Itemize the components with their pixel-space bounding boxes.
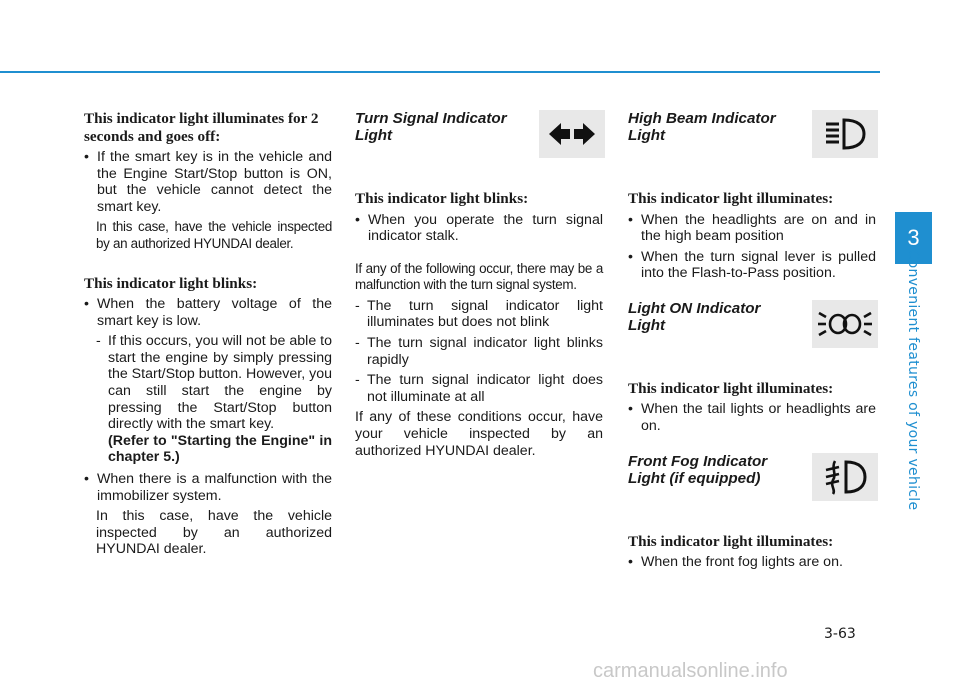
dash-item (355, 335, 603, 368)
paragraph: If any of these conditions occur, have your vehicle inspected by an authorized HYUNDAI dealer. (355, 409, 603, 459)
section-title: High Beam Indicator Light (628, 110, 776, 144)
chapter-label: Convenient features of your vehicle (905, 249, 921, 511)
section-title-row (355, 110, 603, 160)
section-title-row (628, 453, 876, 503)
section-heading: This indicator light illuminates for 2 seconds and goes off: (84, 110, 319, 145)
column-lights (628, 110, 876, 571)
bullet-item: • When the front fog lights are on. (628, 554, 876, 571)
dash-mark: - (355, 297, 360, 314)
section-title: Front Fog Indicator Light (if equipped) (628, 452, 768, 487)
dash-item (96, 333, 332, 466)
chapter-number: 3 (907, 225, 920, 250)
dash-mark: - (355, 335, 360, 352)
section-heading: This indicator light illuminates: (628, 379, 834, 397)
bullet-item: • If the smart key is in the vehicle and the Engine Start/Stop button is ON, but the vehicle cannot detect the smart key. (84, 149, 332, 215)
dash-item (355, 298, 603, 331)
section-heading: This indicator light illuminates: (628, 190, 834, 207)
dash-mark: - (355, 372, 360, 389)
dash-text: The turn signal indicator light illuminates but does not blink (367, 297, 603, 331)
bullet-item: • When you operate the turn signal indicator stalk. (355, 212, 603, 245)
paragraph: If any of the following occur, there may be a malfunction with the turn signal system. (355, 260, 603, 293)
note-text: In this case, have the vehicle inspected by an authorized HYUNDAI dealer. (96, 219, 332, 251)
dash-text: If this occurs, you will not be able to start the engine by simply pressing the Start/Stop button. However, you can still start the engine by pressing the Start/Stop button directly with the smart key. (108, 333, 332, 433)
header-rule (0, 71, 880, 73)
section-title: Light ON Indicator Light (628, 299, 761, 334)
light-on-icon (812, 300, 878, 348)
chapter-reference: (Refer to "Starting the Engine" in chapter 5.) (108, 432, 332, 466)
page-number: 3-63 (824, 626, 856, 642)
section-title-row (628, 300, 876, 350)
turn-signal-arrows-icon (539, 110, 605, 158)
watermark: carmanualsonline.info (593, 660, 788, 682)
dash-mark: - (96, 333, 101, 350)
bullet-item: • When there is a malfunction with the immobilizer system. (84, 471, 332, 504)
note-text: In this case, have the vehicle inspected by an authorized HYUNDAI dealer. (96, 508, 332, 558)
section-heading: This indicator light blinks: (84, 274, 258, 292)
dash-text: The turn signal indicator light does not illuminate at all (367, 372, 603, 405)
bullet-item: • When the turn signal lever is pulled into the Flash-to-Pass position. (628, 249, 876, 282)
dash-item (355, 372, 603, 405)
bullet-item: • When the headlights are on and in the high beam position (628, 212, 876, 245)
section-heading: This indicator light illuminates: (628, 532, 834, 550)
bullet-item: • When the battery voltage of the smart key is low. (84, 296, 332, 329)
front-fog-icon (812, 453, 878, 501)
section-title: Turn Signal Indicator Light (355, 110, 507, 144)
column-turn-signal (355, 110, 603, 459)
section-title-row (628, 110, 876, 160)
column-smart-key (84, 110, 332, 558)
high-beam-icon (812, 110, 878, 158)
section-heading: This indicator light blinks: (355, 190, 529, 207)
bullet-item: • When the tail lights or headlights are on. (628, 401, 876, 434)
dash-text: The turn signal indicator light blinks rapidly (367, 335, 603, 368)
